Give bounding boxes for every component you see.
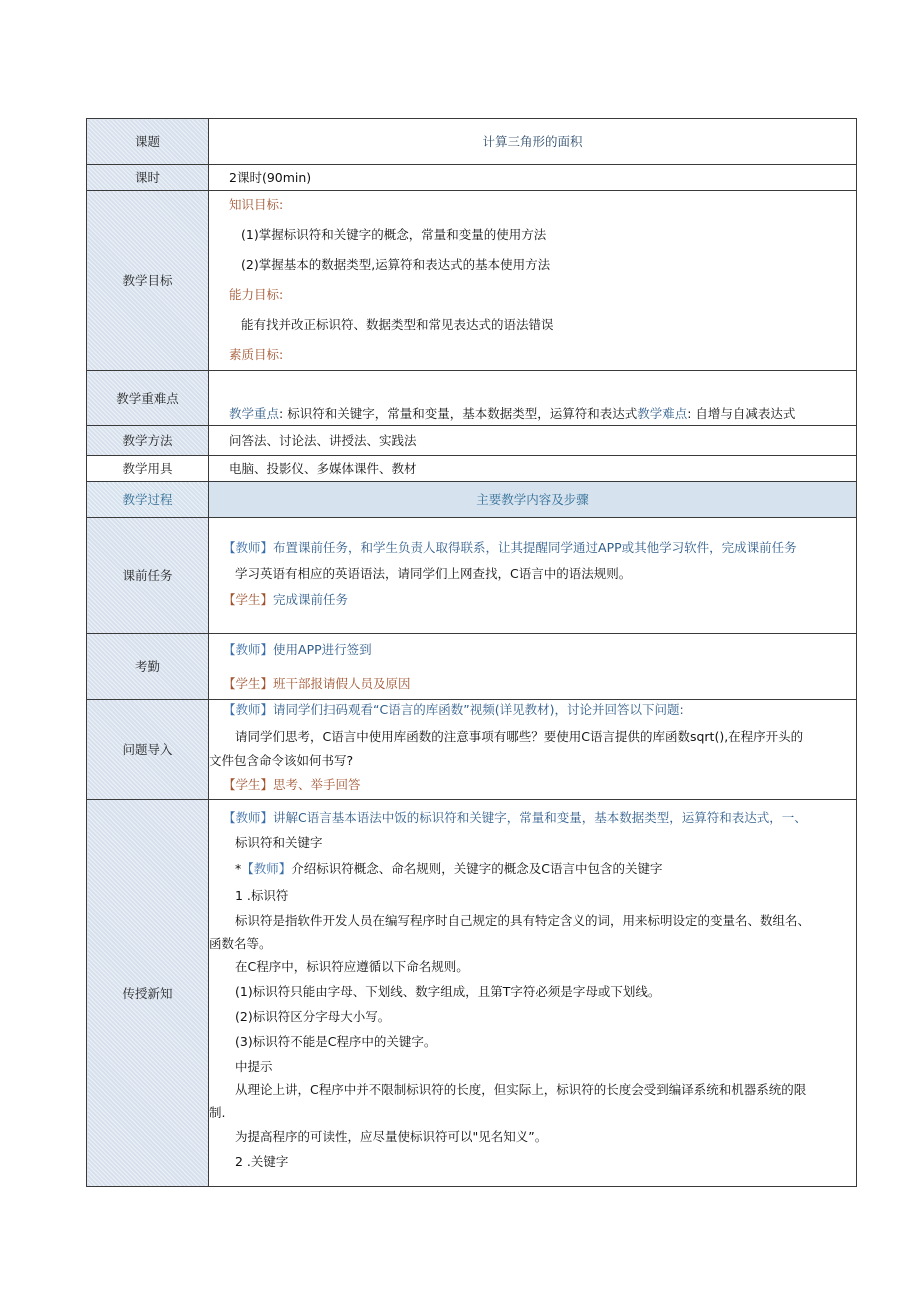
intro-question-line2: 文件包含命令该如何书写? bbox=[209, 753, 354, 768]
intro-student-line bbox=[223, 777, 856, 792]
teach-row bbox=[87, 800, 857, 1187]
tools-row bbox=[87, 456, 857, 482]
topic-row bbox=[87, 119, 857, 165]
intro-teacher-line bbox=[223, 702, 856, 729]
hours-label: 课时 bbox=[87, 165, 209, 191]
tools-label: 教学用具 bbox=[87, 456, 209, 482]
definition-line2: 函数名等。 bbox=[209, 936, 272, 951]
pre-task-label: 课前任务 bbox=[87, 518, 209, 634]
pre-task-teacher-text: 布置课前任务，和学生负责人取得联系，让其提醒同学通过APP或其他学习软件，完成课前任务 bbox=[273, 539, 797, 555]
process-header-left: 教学过程 bbox=[87, 482, 209, 518]
tip-line3: 为提高程序的可读性，应尽量使标识符可以"见名知义”。 bbox=[235, 1129, 548, 1144]
hours-row bbox=[87, 165, 857, 191]
attendance-label: 考勤 bbox=[87, 634, 209, 700]
teacher-tag: 【教师】 bbox=[223, 810, 274, 825]
difficulty-text: : 自增与自减表达式 bbox=[687, 406, 796, 421]
teach-line3-text: 介绍标识符概念、命名规则，关键字的概念及C语言中包含的关键字 bbox=[291, 861, 663, 876]
tools-value: 电脑、投影仪、多媒体课件、教材 bbox=[209, 456, 857, 482]
teach-teacher-line bbox=[223, 810, 856, 835]
rule-2: (2)标识符区分字母大小写。 bbox=[235, 1009, 391, 1024]
section-1-heading: 1 .标识符 bbox=[235, 888, 289, 903]
teach-line2: 标识符和关键字 bbox=[235, 835, 323, 850]
pre-task-line2: 学习英语有相应的英语语法，请同学们上网查找，C语言中的语法规则。 bbox=[235, 565, 632, 581]
student-tag: 【学生】 bbox=[223, 777, 274, 792]
knowledge-heading: 知识目标: bbox=[229, 197, 284, 212]
teacher-tag: 【教师】 bbox=[241, 861, 292, 876]
pre-task-teacher-line bbox=[223, 540, 856, 566]
definition-line1: 标识符是指软件开发人员在编写程序时自己规定的具有特定含义的词，用来标明设定的变量名、数组名、 bbox=[235, 913, 811, 928]
knowledge-item: (1)掌握标识符和关键字的概念，常量和变量的使用方法 bbox=[241, 227, 547, 242]
teach-label: 传授新知 bbox=[87, 800, 209, 1187]
attendance-row bbox=[87, 634, 857, 700]
teacher-tag: 【教师】 bbox=[223, 642, 274, 657]
process-header-row bbox=[87, 482, 857, 518]
asterisk: * bbox=[235, 861, 242, 876]
rule-1: (1)标识符只能由字母、下划线、数字组成，且第T字符必须是字母或下划线。 bbox=[235, 984, 661, 999]
attendance-teacher-line bbox=[223, 642, 856, 676]
topic-title: 计算三角形的面积 bbox=[209, 119, 857, 165]
student-tag: 【学生】 bbox=[223, 591, 274, 607]
goals-label: 教学目标 bbox=[87, 191, 209, 371]
key-points-row bbox=[87, 371, 857, 426]
pre-task-student-line bbox=[223, 592, 856, 612]
ability-heading: 能力目标: bbox=[229, 287, 284, 302]
intro-student-text: 思考、举手回答 bbox=[273, 777, 361, 792]
process-header-right: 主要教学内容及步骤 bbox=[209, 482, 857, 518]
key-tag: 教学重点 bbox=[229, 406, 280, 421]
difficulty-tag: 教学难点 bbox=[637, 406, 688, 421]
goals-row bbox=[87, 191, 857, 371]
teach-line3 bbox=[223, 861, 856, 888]
quality-heading: 素质目标: bbox=[229, 347, 284, 362]
key-points-label: 教学重难点 bbox=[87, 371, 209, 426]
intro-question-line1: 请同学们思考，C语言中使用库函数的注意事项有哪些？要使用C语言提供的库函数sqrt(),在程序开头的 bbox=[235, 729, 804, 744]
method-label: 教学方法 bbox=[87, 426, 209, 456]
topic-label: 课题 bbox=[87, 119, 209, 165]
tip-line1: 从理论上讲，C程序中并不限制标识符的长度，但实际上，标识符的长度会受到编译系统和机器系统的限 bbox=[235, 1082, 807, 1097]
section-2-heading: 2 .关键字 bbox=[235, 1154, 289, 1169]
intro-row bbox=[87, 700, 857, 800]
method-value: 问答法、讨论法、讲授法、实践法 bbox=[209, 426, 857, 456]
teacher-tag: 【教师】 bbox=[223, 702, 274, 717]
teacher-tag: 【教师】 bbox=[223, 539, 274, 555]
lesson-plan-table bbox=[86, 118, 857, 1187]
key-points-line bbox=[229, 406, 856, 421]
rule-intro: 在C程序中，标识符应遵循以下命名规则。 bbox=[235, 959, 469, 974]
method-row bbox=[87, 426, 857, 456]
hours-value: 2课时(90min) bbox=[209, 165, 857, 191]
pre-task-row bbox=[87, 518, 857, 634]
key-text: : 标识符和关键字，常量和变量，基本数据类型，运算符和表达式 bbox=[279, 406, 638, 421]
attendance-teacher-text: 使用APP进行签到 bbox=[273, 642, 372, 657]
intro-label: 问题导入 bbox=[87, 700, 209, 800]
student-tag: 【学生】 bbox=[223, 676, 274, 691]
tip-heading: 中提示 bbox=[235, 1059, 273, 1074]
intro-teacher-text: 请同学们扫码观看“C语言的库函数”视频(详见教材)，讨论并回答以下问题: bbox=[273, 702, 684, 717]
attendance-student-text: 班干部报请假人员及原因 bbox=[273, 676, 411, 691]
attendance-student-line bbox=[223, 676, 856, 691]
tip-line2: 制. bbox=[209, 1105, 226, 1120]
pre-task-student-text: 完成课前任务 bbox=[273, 591, 349, 607]
rule-3: (3)标识符不能是C程序中的关键字。 bbox=[235, 1034, 437, 1049]
knowledge-item: (2)掌握基本的数据类型,运算符和表达式的基本使用方法 bbox=[241, 257, 551, 272]
teach-teacher-text: 讲解C语言基本语法中饭的标识符和关键字，常量和变量，基本数据类型，运算符和表达式，一、 bbox=[273, 810, 807, 825]
ability-text: 能有找并改正标识符、数据类型和常见表达式的语法错误 bbox=[241, 317, 554, 332]
